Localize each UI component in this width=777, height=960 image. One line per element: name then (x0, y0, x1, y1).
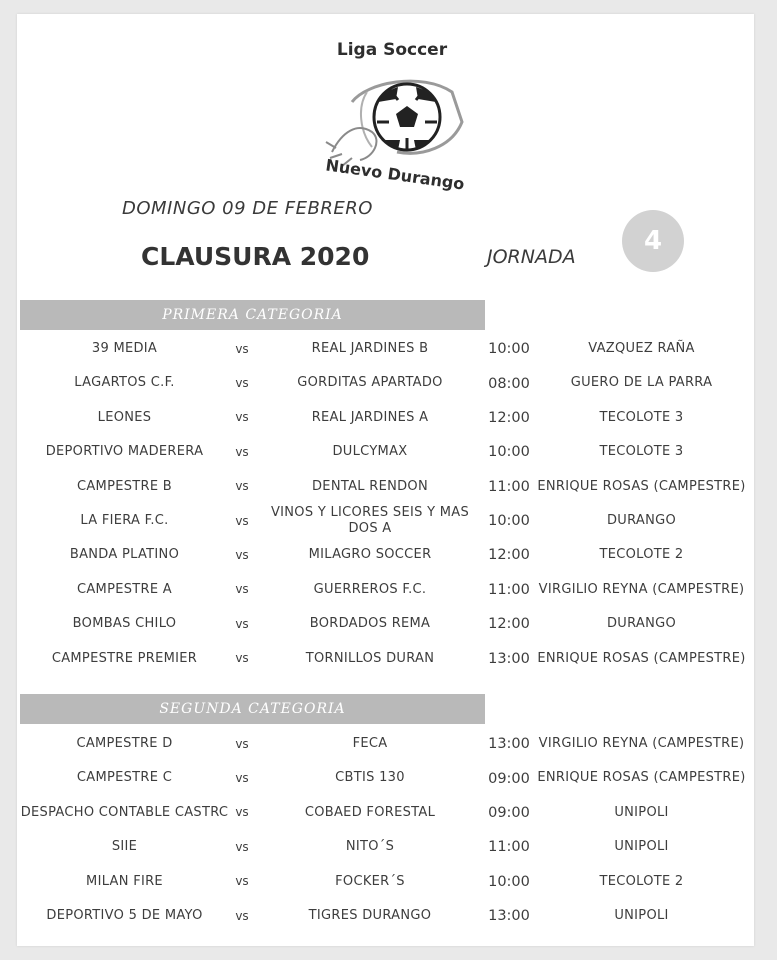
soccer-ball-scorpion-icon (312, 62, 472, 172)
vs-label: vs (235, 479, 249, 494)
away-team: REAL JARDINES B (311, 341, 429, 357)
match-date: DOMINGO 09 DE FEBRERO (122, 198, 373, 219)
home-team: BANDA PLATINO (69, 547, 180, 563)
home-team: LEONES (97, 409, 152, 425)
away-team: TIGRES DURANGO (308, 908, 432, 924)
category-header-primera: PRIMERA CATEGORIA (20, 300, 485, 330)
match-time: 13:00 (488, 736, 530, 753)
logo-top-text: Liga Soccer (336, 40, 448, 60)
match-time: 10:00 (488, 444, 530, 461)
schedule-card (17, 14, 754, 946)
vs-label: vs (235, 444, 249, 459)
vs-label: vs (235, 736, 249, 751)
away-team: GUERREROS F.C. (313, 581, 427, 597)
match-field: ENRIQUE ROSAS (CAMPESTRE) (537, 650, 746, 666)
vs-label: vs (235, 805, 249, 820)
home-team: LA FIERA F.C. (80, 513, 169, 529)
match-field: TECOLOTE 2 (599, 547, 684, 563)
home-team: CAMPESTRE D (76, 736, 173, 752)
league-logo (302, 40, 482, 200)
away-team: VINOS Y LICORES SEIS Y MAS DOS A (270, 504, 470, 537)
category-header-segunda: SEGUNDA CATEGORIA (20, 694, 485, 724)
match-field: VAZQUEZ RAÑA (588, 341, 695, 357)
home-team: MILAN FIRE (86, 873, 163, 889)
away-team: FOCKER´S (335, 873, 405, 889)
match-field: UNIPOLI (614, 839, 669, 855)
away-team: TORNILLOS DURAN (305, 650, 435, 666)
away-team: GORDITAS APARTADO (297, 375, 443, 391)
home-team: CAMPESTRE PREMIER (51, 650, 198, 666)
home-team: DEPORTIVO MADERERA (45, 444, 204, 460)
vs-label: vs (235, 908, 249, 923)
home-team: BOMBAS CHILO (72, 616, 177, 632)
match-field: UNIPOLI (614, 804, 669, 820)
away-team: FECA (352, 736, 388, 752)
vs-label: vs (235, 410, 249, 425)
match-time: 10:00 (488, 873, 530, 890)
match-time: 12:00 (488, 409, 530, 426)
match-time: 09:00 (488, 770, 530, 787)
match-time: 13:00 (488, 908, 530, 925)
home-team: DESPACHO CONTABLE CASTRC (20, 804, 229, 820)
away-team: BORDADOS REMA (309, 616, 431, 632)
away-team: CBTIS 130 (335, 770, 405, 786)
match-time: 09:00 (488, 804, 530, 821)
match-time: 12:00 (488, 547, 530, 564)
match-field: TECOLOTE 3 (599, 444, 684, 460)
season-title: CLAUSURA 2020 (141, 242, 370, 271)
home-team: CAMPESTRE A (76, 581, 172, 597)
match-field: UNIPOLI (614, 908, 669, 924)
home-team: CAMPESTRE B (76, 478, 173, 494)
match-field: ENRIQUE ROSAS (CAMPESTRE) (537, 770, 746, 786)
away-team: COBAED FORESTAL (304, 804, 436, 820)
match-time: 10:00 (488, 513, 530, 530)
home-team: 39 MEDIA (91, 341, 158, 357)
home-team: CAMPESTRE C (76, 770, 173, 786)
match-time: 11:00 (488, 839, 530, 856)
match-field: DURANGO (606, 513, 677, 529)
match-field: VIRGILIO REYNA (CAMPESTRE) (538, 736, 745, 752)
vs-label: vs (235, 513, 249, 528)
home-team: LAGARTOS C.F. (74, 375, 175, 391)
match-time: 11:00 (488, 478, 530, 495)
match-field: TECOLOTE 2 (599, 873, 684, 889)
vs-label: vs (235, 651, 249, 666)
vs-label: vs (235, 839, 249, 854)
match-time: 13:00 (488, 650, 530, 667)
away-team: DENTAL RENDON (312, 478, 428, 494)
vs-label: vs (235, 771, 249, 786)
vs-label: vs (235, 582, 249, 597)
logo-bottom-text: Nuevo Durango (324, 155, 466, 194)
match-time: 12:00 (488, 616, 530, 633)
away-team: DULCYMAX (332, 444, 408, 460)
match-field: TECOLOTE 3 (599, 409, 684, 425)
vs-label: vs (235, 376, 249, 391)
away-team: NITO´S (345, 839, 395, 855)
home-team: DEPORTIVO 5 DE MAYO (46, 908, 203, 924)
home-team: SIIE (111, 839, 138, 855)
match-time: 10:00 (488, 341, 530, 358)
match-time: 08:00 (488, 375, 530, 392)
away-team: REAL JARDINES A (311, 409, 429, 425)
vs-label: vs (235, 874, 249, 889)
match-field: ENRIQUE ROSAS (CAMPESTRE) (537, 478, 746, 494)
match-field: DURANGO (606, 616, 677, 632)
jornada-label: JORNADA (487, 246, 576, 268)
match-field: GUERO DE LA PARRA (570, 375, 713, 391)
vs-label: vs (235, 616, 249, 631)
match-time: 11:00 (488, 581, 530, 598)
away-team: MILAGRO SOCCER (308, 547, 432, 563)
vs-label: vs (235, 341, 249, 356)
jornada-number-badge: 4 (622, 210, 684, 272)
vs-label: vs (235, 548, 249, 563)
match-field: VIRGILIO REYNA (CAMPESTRE) (538, 581, 745, 597)
